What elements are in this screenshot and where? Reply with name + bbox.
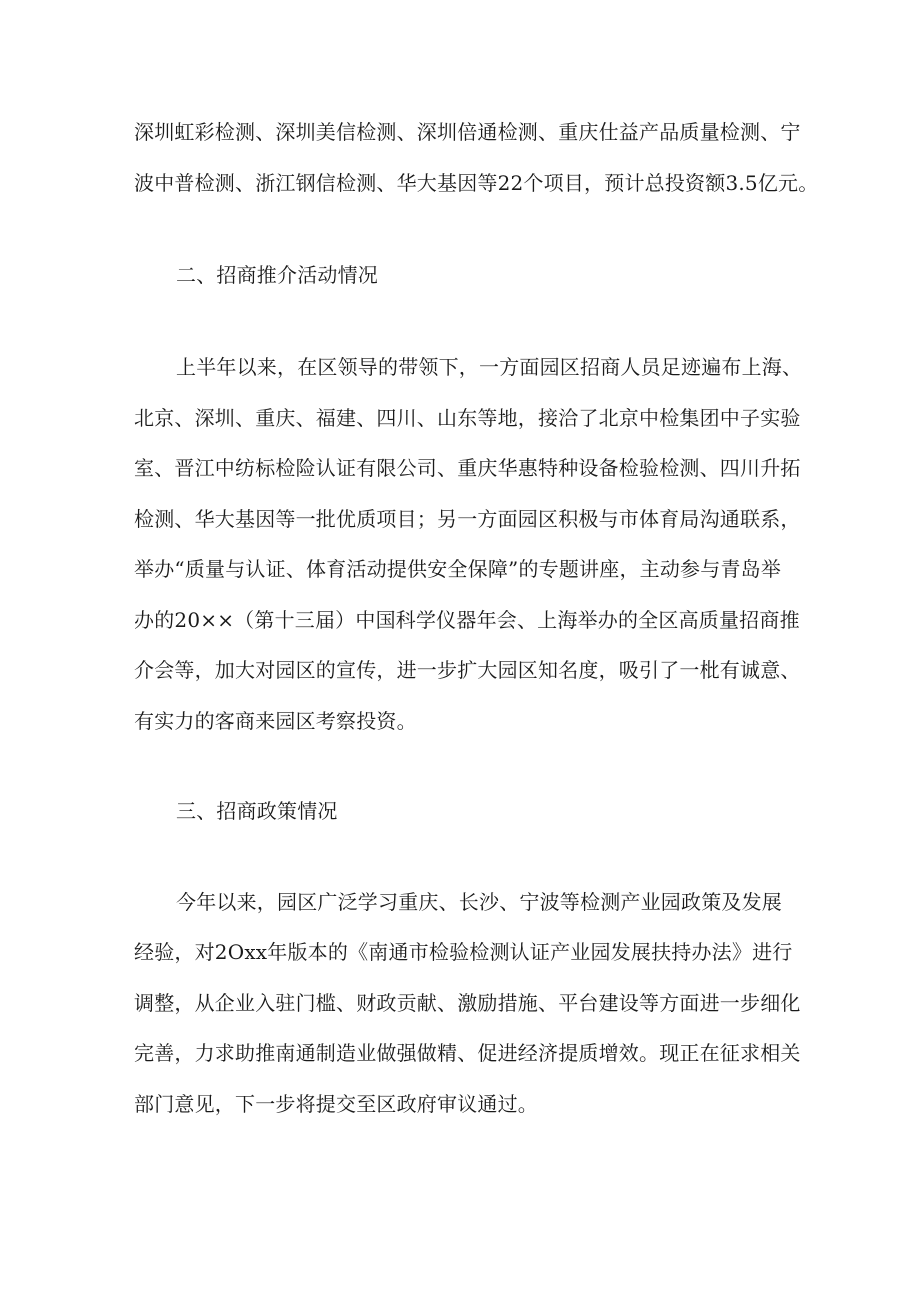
paragraph-promo-line-5: 举办“质量与认证、体育活动提供安全保障”的专题讲座，主动参与青岛举 [134, 557, 782, 581]
paragraph-policy-line-4: 完善，力求助推南通制造业做强做精、促进经济提质增效。现正在征求相关 [134, 1041, 801, 1065]
paragraph-top-line-2: 波中普检测、浙江钢信检测、华大基因等22个项目，预计总投资额3.5亿元。 [134, 171, 819, 195]
paragraph-promo-line-2: 北京、深圳、重庆、福建、四川、山东等地，接洽了北京中检集团中子实验 [134, 406, 801, 430]
paragraph-promo-line-4: 检测、华大基因等一批优质项目；另一方面园区积极与市体育局沟通联系， [134, 507, 801, 531]
paragraph-policy-line-1: 今年以来，园区广泛学习重庆、长沙、宁波等检测产业园政策及发展 [176, 890, 782, 914]
paragraph-top-line-1: 深圳虹彩检测、深圳美信检测、深圳倍通检测、重庆仕益产品质量检测、宁 [134, 120, 801, 144]
paragraph-promo-line-1: 上半年以来，在区领导的带领下，一方面园区招商人员足迹遍布上海、 [176, 355, 803, 379]
paragraph-policy-line-2: 经验，对2Oxx年版本的《南通市检验检测认证产业园发展扶持办法》进行 [134, 940, 793, 964]
paragraph-promo-line-6: 办的20××（第十三届）中国科学仪器年会、上海举办的全区高质量招商推 [134, 608, 800, 632]
paragraph-policy-line-3: 调整，从企业入驻门槛、财政贡献、激励措施、平台建设等方面进一步细化 [134, 991, 801, 1015]
paragraph-promo-line-7: 介会等，加大对园区的宣传，进一步扩大园区知名度，吸引了一枇有诚意、 [134, 658, 801, 682]
section-heading-promotion: 二、招商推介活动情况 [176, 263, 378, 287]
paragraph-promo-line-8: 有实力的客商来园区考察投资。 [134, 709, 417, 733]
paragraph-policy-line-5: 部门意见，下一步将提交至区政府审议通过。 [134, 1092, 538, 1116]
paragraph-promo-line-3: 室、晋江中纺标检险认证有限公司、重庆华惠特种设备检验检测、四川升拓 [134, 456, 801, 480]
section-heading-policy: 三、招商政策情况 [176, 799, 338, 823]
